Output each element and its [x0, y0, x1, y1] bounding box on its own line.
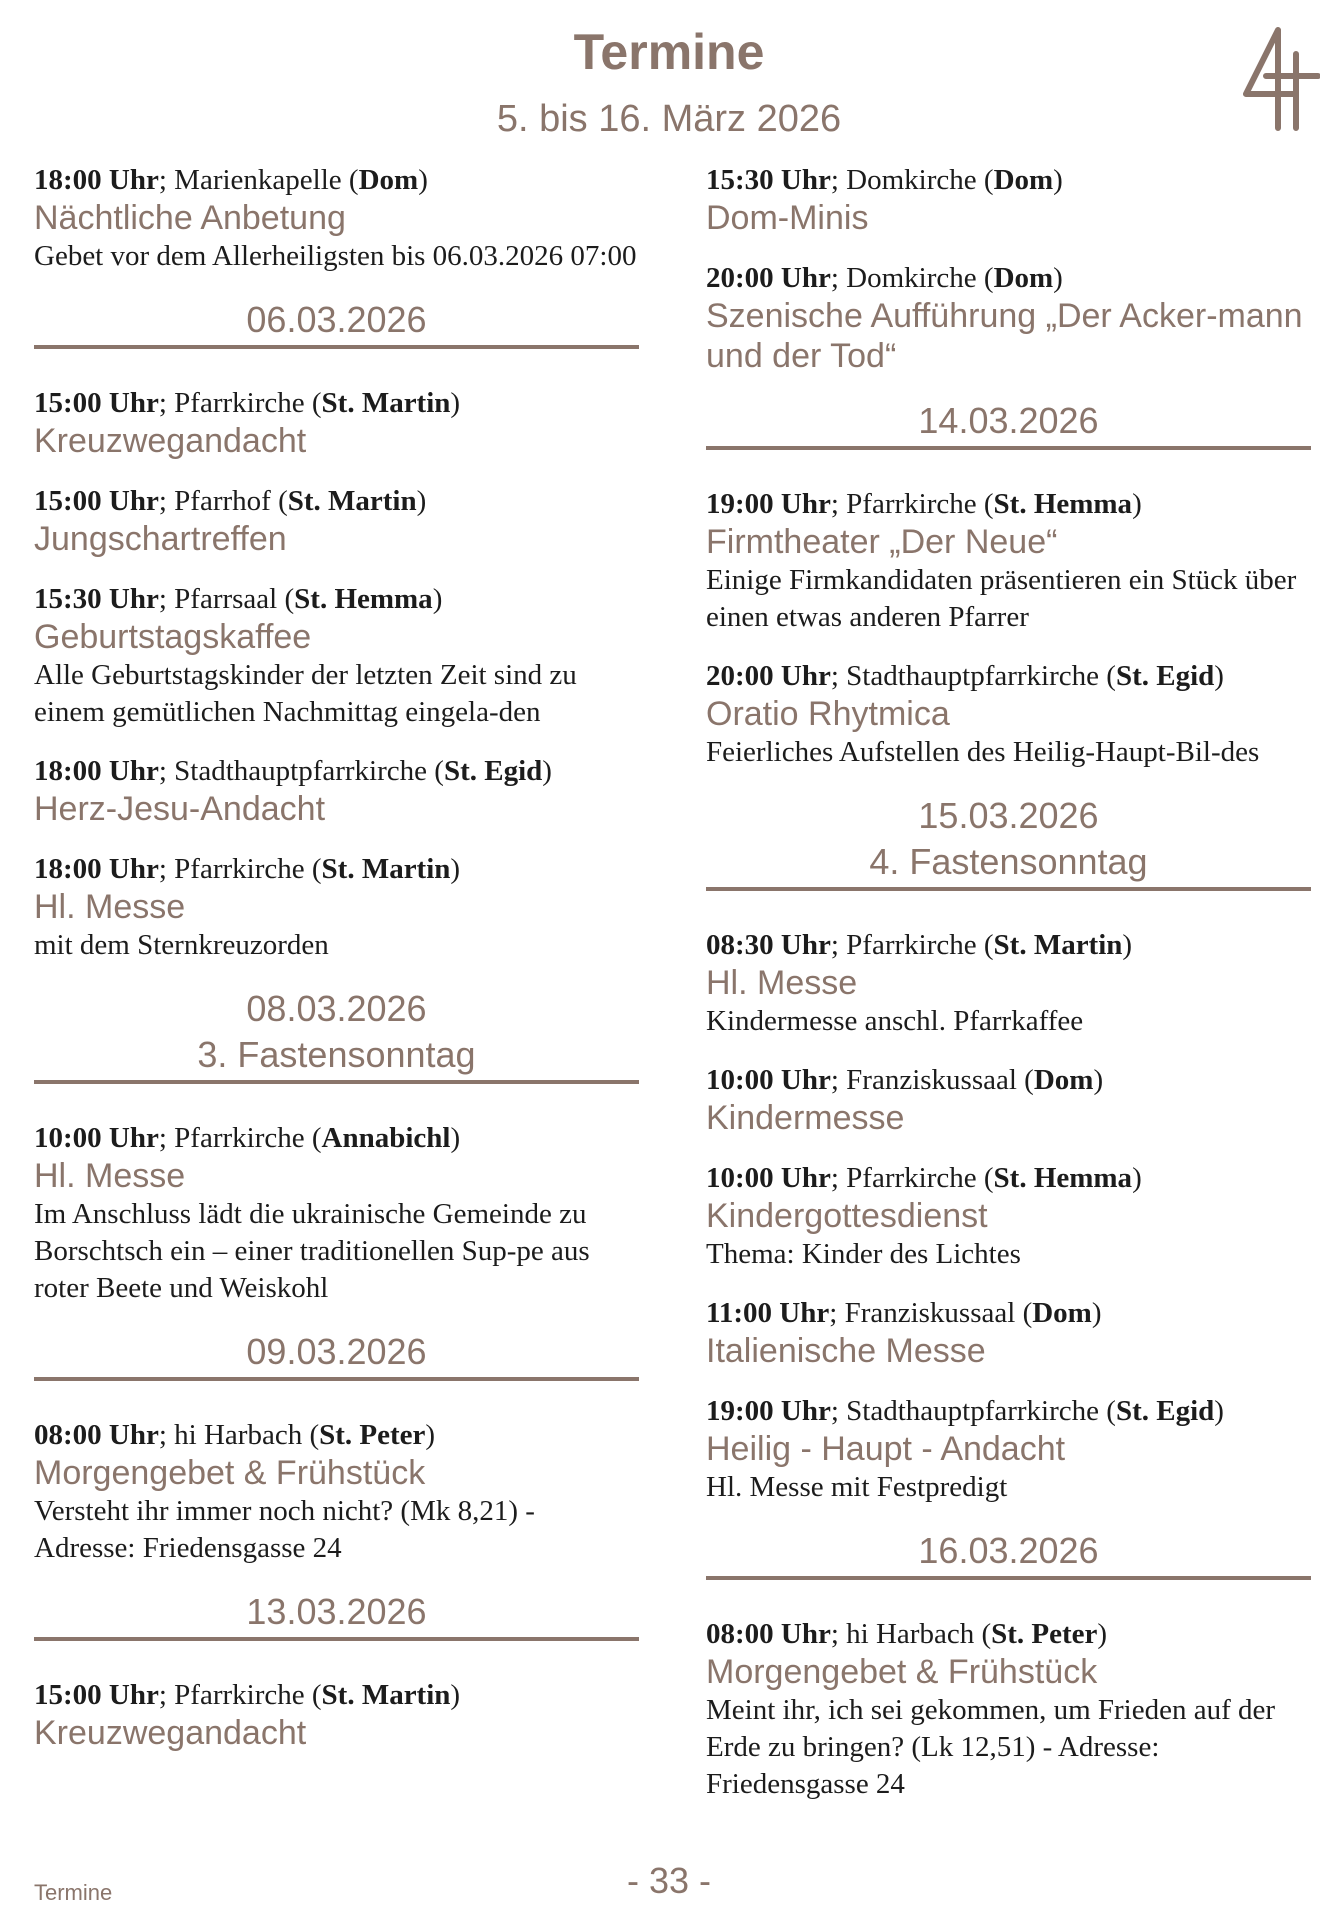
event-place: Pfarrkirche — [846, 1162, 977, 1194]
event-place: hi Harbach — [174, 1419, 303, 1451]
event-place: Stadthauptpfarrkirche — [846, 1395, 1100, 1427]
event-parish: St. Martin — [321, 853, 451, 885]
date-heading-date: 08.03.2026 — [246, 988, 427, 1029]
event-title: Herz-Jesu-Andacht — [34, 790, 326, 828]
event-meta: 15:00 Uhr; Pfarrhof (St. Martin) — [34, 485, 427, 517]
event-entry — [706, 658, 1311, 771]
event-meta: 15:30 Uhr; Domkirche (Dom) — [706, 164, 1063, 196]
event-place: Pfarrkirche — [174, 1122, 305, 1154]
event-meta: 08:30 Uhr; Pfarrkirche (St. Martin) — [706, 929, 1133, 961]
event-parish: Dom — [993, 262, 1054, 294]
event-meta: 20:00 Uhr; Domkirche (Dom) — [706, 262, 1063, 294]
event-parish: St. Martin — [287, 485, 417, 517]
event-entry — [706, 1393, 1311, 1506]
event-entry — [706, 486, 1311, 636]
date-heading-occasion: 4. Fastensonntag — [869, 841, 1148, 882]
page-subtitle: 5. bis 16. März 2026 — [496, 98, 842, 140]
event-time: 08:00 Uhr — [34, 1419, 159, 1451]
event-description: Einige Firmkandidaten präsentieren ein Stück über einen etwas anderen Pfarrer — [706, 564, 1297, 633]
cross-four-logo-icon — [1238, 24, 1320, 138]
event-title: Morgengebet & Frühstück — [706, 1653, 1098, 1691]
event-title: Dom-Minis — [706, 199, 869, 237]
page-title: Termine — [573, 24, 765, 80]
event-entry — [34, 1120, 639, 1307]
event-description: Meint ihr, ich sei gekommen, um Frieden auf der Erde zu bringen? (Lk 12,51) - Adresse: Friedensgasse 24 — [706, 1694, 1276, 1800]
event-meta: 10:00 Uhr; Franziskussaal (Dom) — [706, 1064, 1104, 1096]
event-entry — [706, 927, 1311, 1040]
event-place: Pfarrkirche — [174, 853, 305, 885]
event-place: Marienkapelle — [174, 164, 342, 196]
event-time: 20:00 Uhr — [706, 262, 831, 294]
date-heading — [34, 1329, 639, 1381]
date-heading-date: 14.03.2026 — [918, 400, 1099, 441]
event-place: Domkirche — [846, 262, 977, 294]
event-title: Kreuzwegandacht — [34, 422, 307, 460]
event-parish: St. Martin — [993, 929, 1123, 961]
event-meta: 18:00 Uhr; Marienkapelle (Dom) — [34, 164, 428, 196]
event-title: Jungschartreffen — [34, 520, 287, 558]
date-heading-date: 15.03.2026 — [918, 795, 1099, 836]
date-heading-occasion: 3. Fastensonntag — [197, 1034, 476, 1075]
event-parish: Dom — [358, 164, 419, 196]
event-place: Pfarrkirche — [846, 929, 977, 961]
event-meta: 08:00 Uhr; hi Harbach (St. Peter) — [34, 1419, 436, 1451]
event-meta: 19:00 Uhr; Stadthauptpfarrkirche (St. Egid) — [706, 1395, 1224, 1427]
event-parish: Annabichl — [321, 1122, 451, 1154]
event-meta: 19:00 Uhr; Pfarrkirche (St. Hemma) — [706, 488, 1142, 520]
event-time: 08:30 Uhr — [706, 929, 831, 961]
date-heading — [706, 793, 1311, 891]
event-entry — [706, 1295, 1311, 1371]
date-heading — [34, 1589, 639, 1641]
left-column — [34, 162, 639, 1775]
event-entry — [34, 385, 639, 461]
event-time: 15:30 Uhr — [34, 583, 159, 615]
event-parish: St. Egid — [443, 755, 543, 787]
event-meta: 15:30 Uhr; Pfarrsaal (St. Hemma) — [34, 583, 443, 615]
event-title: Italienische Messe — [706, 1332, 986, 1370]
event-description: Kindermesse anschl. Pfarrkaffee — [706, 1005, 1084, 1037]
event-time: 11:00 Uhr — [706, 1297, 830, 1329]
event-description: Versteht ihr immer noch nicht? (Mk 8,21) - Adresse: Friedensgasse 24 — [34, 1495, 535, 1564]
event-place: Pfarrkirche — [174, 1679, 305, 1711]
event-time: 10:00 Uhr — [706, 1064, 831, 1096]
event-entry — [34, 581, 639, 731]
event-place: Pfarrkirche — [174, 387, 305, 419]
event-entry — [706, 1616, 1311, 1803]
date-heading — [706, 1528, 1311, 1580]
event-place: Pfarrkirche — [846, 488, 977, 520]
event-title: Geburtstagskaffee — [34, 618, 312, 656]
event-time: 15:00 Uhr — [34, 1679, 159, 1711]
event-parish: St. Egid — [1115, 660, 1215, 692]
event-parish: Dom — [1032, 1297, 1092, 1329]
date-heading-date: 16.03.2026 — [918, 1530, 1099, 1571]
event-parish: St. Egid — [1115, 1395, 1215, 1427]
date-heading — [34, 297, 639, 349]
event-description: Alle Geburtstagskinder der letzten Zeit sind zu einem gemütlichen Nachmittag eingela-den — [34, 659, 577, 728]
event-parish: St. Hemma — [294, 583, 433, 615]
event-title: Firmtheater „Der Neue“ — [706, 523, 1058, 561]
event-parish: Dom — [993, 164, 1054, 196]
event-time: 18:00 Uhr — [34, 164, 159, 196]
event-entry — [34, 1417, 639, 1567]
event-entry — [34, 851, 639, 964]
event-title: Morgengebet & Frühstück — [34, 1454, 426, 1492]
event-meta: 15:00 Uhr; Pfarrkirche (St. Martin) — [34, 387, 461, 419]
event-description: Im Anschluss lädt die ukrainische Gemeinde zu Borschtsch ein – einer traditionellen Sup-pe aus roter Beete und Weiskohl — [34, 1198, 590, 1304]
event-place: Pfarrsaal — [174, 583, 278, 615]
event-entry — [706, 260, 1311, 376]
event-meta: 18:00 Uhr; Stadthauptpfarrkirche (St. Egid) — [34, 755, 552, 787]
event-time: 15:30 Uhr — [706, 164, 831, 196]
event-parish: St. Martin — [321, 387, 451, 419]
event-time: 10:00 Uhr — [34, 1122, 159, 1154]
event-meta: 15:00 Uhr; Pfarrkirche (St. Martin) — [34, 1679, 461, 1711]
page-number: - 33 - — [626, 1860, 712, 1901]
date-heading-date: 13.03.2026 — [246, 1591, 427, 1632]
date-heading-date: 09.03.2026 — [246, 1331, 427, 1372]
event-entry — [34, 753, 639, 829]
event-place: Franziskussaal — [846, 1064, 1017, 1096]
date-heading — [34, 986, 639, 1084]
event-entry — [34, 483, 639, 559]
event-place: Pfarrhof — [174, 485, 271, 517]
footer-section-label: Termine — [34, 1880, 113, 1905]
event-title: Kreuzwegandacht — [34, 1714, 307, 1752]
event-time: 10:00 Uhr — [706, 1162, 831, 1194]
event-parish: St. Peter — [991, 1618, 1098, 1650]
event-title: Kindermesse — [706, 1099, 905, 1137]
event-place: hi Harbach — [846, 1618, 975, 1650]
event-description: Hl. Messe mit Festpredigt — [706, 1471, 1008, 1503]
event-meta: 08:00 Uhr; hi Harbach (St. Peter) — [706, 1618, 1108, 1650]
date-heading-date: 06.03.2026 — [246, 299, 427, 340]
event-time: 15:00 Uhr — [34, 485, 159, 517]
event-place: Franziskussaal — [844, 1297, 1016, 1329]
event-meta: 10:00 Uhr; Pfarrkirche (St. Hemma) — [706, 1162, 1142, 1194]
event-title: Hl. Messe — [34, 888, 186, 926]
event-meta: 18:00 Uhr; Pfarrkirche (St. Martin) — [34, 853, 461, 885]
event-meta: 10:00 Uhr; Pfarrkirche (Annabichl) — [34, 1122, 461, 1154]
event-meta: 11:00 Uhr; Franziskussaal (Dom) — [706, 1297, 1102, 1329]
event-title: Heilig - Haupt - Andacht — [706, 1430, 1066, 1468]
event-time: 20:00 Uhr — [706, 660, 831, 692]
event-place: Stadthauptpfarrkirche — [174, 755, 428, 787]
event-parish: St. Martin — [321, 1679, 451, 1711]
event-title: Nächtliche Anbetung — [34, 199, 346, 237]
event-title: Kindergottesdienst — [706, 1197, 988, 1235]
event-time: 19:00 Uhr — [706, 488, 831, 520]
event-time: 08:00 Uhr — [706, 1618, 831, 1650]
event-parish: St. Hemma — [993, 488, 1133, 520]
event-title: Hl. Messe — [706, 964, 858, 1002]
event-entry — [34, 162, 639, 275]
event-meta: 20:00 Uhr; Stadthauptpfarrkirche (St. Egid) — [706, 660, 1224, 692]
event-entry — [706, 1160, 1311, 1273]
right-column — [706, 162, 1311, 1825]
event-parish: Dom — [1033, 1064, 1094, 1096]
date-heading — [706, 398, 1311, 450]
event-description: Thema: Kinder des Lichtes — [706, 1238, 1021, 1270]
event-title: Oratio Rhytmica — [706, 695, 950, 733]
event-title: Szenische Aufführung „Der Acker-mann und der Tod“ — [706, 297, 1303, 375]
event-place: Stadthauptpfarrkirche — [846, 660, 1100, 692]
event-description: Gebet vor dem Allerheiligsten bis 06.03.2026 07:00 — [34, 240, 637, 272]
event-time: 19:00 Uhr — [706, 1395, 831, 1427]
event-entry — [706, 1062, 1311, 1138]
event-title: Hl. Messe — [34, 1157, 186, 1195]
event-time: 18:00 Uhr — [34, 755, 159, 787]
event-parish: St. Peter — [319, 1419, 426, 1451]
event-time: 18:00 Uhr — [34, 853, 159, 885]
event-parish: St. Hemma — [993, 1162, 1133, 1194]
event-description: Feierliches Aufstellen des Heilig-Haupt-Bil-des — [706, 736, 1260, 768]
event-entry — [34, 1677, 639, 1753]
event-place: Domkirche — [846, 164, 977, 196]
event-time: 15:00 Uhr — [34, 387, 159, 419]
event-description: mit dem Sternkreuzorden — [34, 929, 329, 961]
event-entry — [706, 162, 1311, 238]
